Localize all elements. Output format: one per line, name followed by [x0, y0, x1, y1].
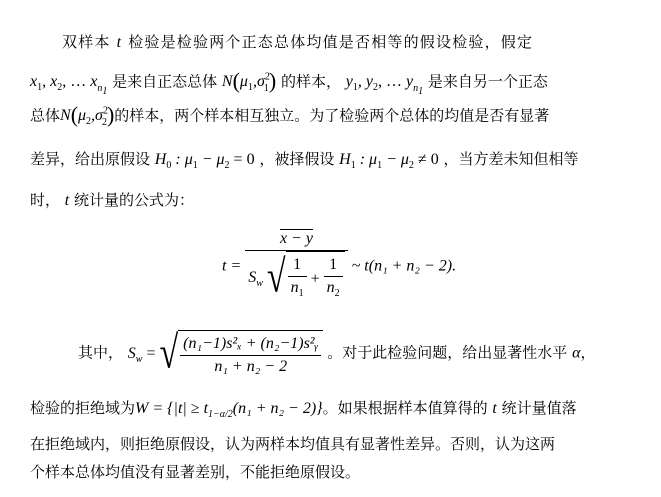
text: ，当方差未知但相等	[443, 150, 579, 168]
equals: =	[146, 344, 156, 362]
para3-line1	[30, 398, 577, 425]
quantile-sub: 1−α/2	[208, 409, 233, 421]
denominator	[245, 251, 347, 305]
normal-dist-2: $N(\mu_2,\sigma^2_2)$	[60, 102, 115, 128]
text: ，	[580, 343, 596, 362]
one: 1	[324, 254, 343, 277]
t-equals: t =	[222, 257, 242, 275]
text: 是来自另一个正态	[427, 72, 548, 91]
text: 的样本，	[280, 72, 341, 91]
h1: $H_1$ : $\mu_1 - \mu_2 \ne 0$	[339, 151, 439, 172]
mu: μ	[400, 151, 409, 168]
text: 个样本总体均值没有显著差别，不能拒绝原假设。	[30, 463, 361, 481]
x2: x	[50, 73, 58, 91]
x1: x	[30, 73, 38, 91]
y1: y	[345, 73, 353, 91]
mean-difference: x − y	[279, 230, 313, 247]
one: 1	[288, 254, 307, 277]
n: n	[290, 279, 299, 296]
S: S	[127, 344, 136, 362]
W: W	[135, 400, 149, 417]
para1-line2	[30, 68, 548, 102]
text: ，被择假设	[259, 150, 335, 168]
inv-n1: $\frac{1}{n_1}$	[288, 254, 307, 305]
N: N	[60, 107, 71, 125]
text: 总体	[30, 106, 61, 125]
text: 统计量的公式为：	[74, 191, 195, 209]
y-seq: $y_1$, $y_2$, … $y_{n_1}$	[345, 73, 424, 97]
normal-dist-1: $N(\mu_1,\sigma^2_1)$	[221, 68, 277, 94]
mu: μ	[78, 107, 87, 125]
w: w	[256, 277, 263, 289]
text: 在拒绝域内，则拒绝原假设，认为两样本均值具有显著性差异。否则，认为这两	[30, 435, 556, 453]
H: H	[154, 151, 167, 168]
text: 。如果根据样本值算得的	[322, 399, 488, 417]
yn: y	[405, 73, 414, 91]
H: H	[339, 151, 351, 168]
mu: μ	[239, 73, 248, 91]
para1-line4	[30, 149, 578, 176]
sw-formula	[127, 328, 327, 379]
t-symbol: t	[116, 34, 123, 51]
text: 。对于此检验问题，给出显著性水平	[327, 343, 568, 362]
text: 是来自正态总体	[112, 72, 218, 91]
dots: , …	[62, 73, 91, 91]
para1-line1	[62, 32, 533, 53]
n: n	[326, 279, 335, 296]
degrees-of-freedom: (n₁ + n₂ − 2).	[368, 257, 457, 275]
para1-line5	[30, 190, 194, 211]
rejection-region	[135, 400, 323, 421]
t-symbol: t	[492, 400, 497, 417]
w: w	[135, 353, 143, 365]
main-fraction	[245, 228, 347, 305]
mu: μ	[184, 151, 193, 168]
text: 差异，给出原假设	[30, 150, 151, 168]
para3-line3	[30, 462, 360, 482]
S: S	[248, 268, 257, 286]
text: 双样本	[62, 33, 111, 51]
set-open: = {|t| ≥ t	[152, 400, 209, 417]
set-close: (n₁ + n₂ − 2)}	[232, 400, 323, 417]
eq0: = 0	[229, 151, 255, 168]
y2: y	[365, 73, 373, 91]
dots: , …	[377, 73, 406, 91]
text: 时，	[30, 191, 61, 209]
text: 其中，	[78, 343, 124, 362]
pooled-denominator: n₁ + n₂ − 2	[214, 358, 288, 375]
text: 检验的拒绝域为	[30, 399, 136, 417]
sqrt: √ $\frac{\text{(n₁−1)s²ₓ + (n₂−1)s²ᵧ}}{\text{n₁ + n₂ − 2}}$	[160, 330, 324, 378]
numerator	[245, 228, 347, 251]
h0: $H_0$ : $\mu_1 - \mu_2 = 0$	[154, 151, 255, 172]
text: 检验是检验两个正态总体均值是否相等的假设检验，假定	[128, 33, 534, 51]
text: 统计量值落	[501, 399, 577, 417]
para2-line1	[78, 330, 596, 378]
text: 的样本，两个样本相互独立。为了检验两个总体的均值是否有显著	[114, 106, 550, 125]
sqrt: √ $\frac{1}{n_1}$ + $\frac{1}{n_2}$	[267, 251, 345, 305]
pooled-fraction	[180, 333, 321, 378]
alpha: α	[572, 344, 581, 362]
para1-line3	[30, 102, 549, 133]
para3-line2	[30, 434, 555, 454]
sigma: σ	[256, 73, 265, 91]
plus: +	[310, 270, 320, 288]
N: N	[221, 73, 233, 91]
x-seq: $x_1$, $x_2$, … $x_{n_1}$	[30, 73, 108, 97]
formula-t-statistic	[222, 228, 456, 305]
mu: μ	[216, 151, 225, 168]
t-symbol: t	[64, 192, 70, 209]
pooled-numerator: (n₁−1)s²ₓ + (n₂−1)s²ᵧ	[180, 333, 321, 356]
xn: x	[90, 73, 98, 91]
distributed-as: ~ t	[351, 257, 369, 275]
mu: μ	[369, 151, 378, 168]
sigma: σ	[95, 107, 103, 125]
neq0: ≠ 0	[413, 151, 439, 168]
inv-n2: $\frac{1}{n_2}$	[324, 254, 343, 305]
